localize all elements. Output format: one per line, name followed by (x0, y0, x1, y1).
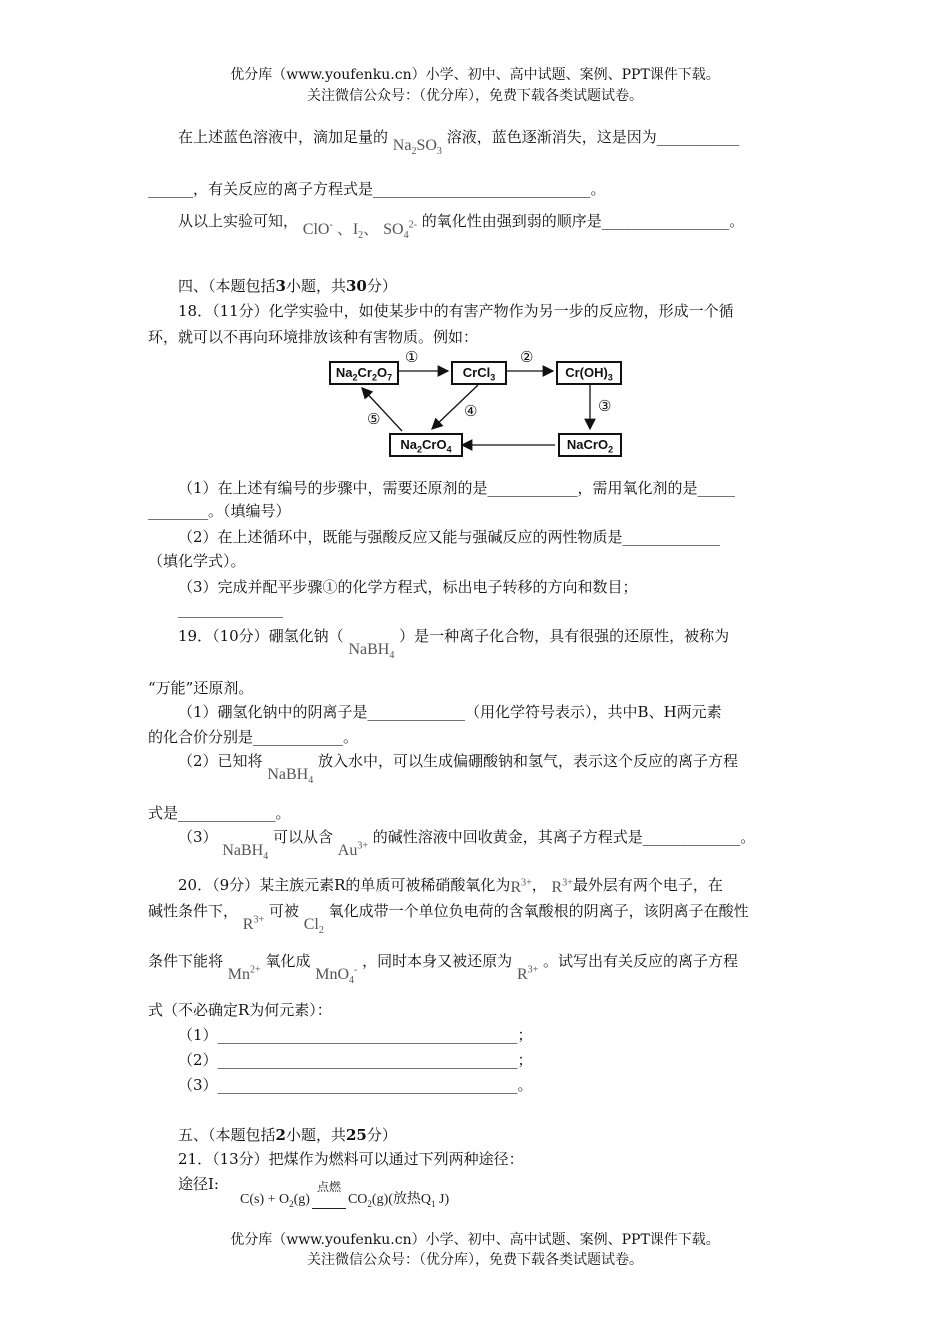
formula-mno4minus: MnO$_4$- (315, 964, 358, 987)
step-5-label: ⑤ (367, 410, 381, 428)
formula-nabh4: NaBH$_4$ (222, 842, 269, 863)
q19-text-2: “万能”还原剂。 (148, 679, 254, 697)
q18-part3: （3）完成并配平步骤①的化学方程式，标出电子转移的方向和数目； (178, 578, 638, 596)
header-line-2: 关注微信公众号：（优分库），免费下载各类试题试卷。 (307, 88, 643, 104)
q20-text-2: 碱性条件下， $R^{3+}$ 可被 $Cl_2$ 氧化成带一个单位负电荷的含氧酸根的阴离子，该阴离子在酸性 (148, 902, 749, 937)
q19-text-1: 19．（10分）硼氢化钠（ NaBH$_4$ ）是一种离子化合物，具有很强的还原性，被称为 (178, 627, 730, 662)
q19-part1-a: （1）硼氢化钠中的阴离子是_____________（用化学符号表示），共中B、H两元素 (178, 703, 722, 721)
box-cr-oh-3: $Cr(OH)_3$ (556, 361, 622, 385)
header-line-1: 优分库（www.youfenku.cn）小学、初中、高中试题、案例、PPT课件下载。 (230, 67, 720, 83)
q19-part2-b: 式是_____________。 (148, 804, 291, 822)
box-na2cro4: $Na_2CrO_4$ (389, 433, 463, 457)
step-4-label: ④ (464, 402, 478, 420)
q21-text: 21．（13分）把煤作为燃料可以通过下列两种途径： (178, 1150, 524, 1168)
para-oxidizing-order: 从以上实验可知， ClO- 、$I_2$、 $SO_4^{2-}$ 的氧化性由强到弱的顺序是_________________。 (178, 212, 745, 242)
footer-line-2: 关注微信公众号：（优分库），免费下载各类试题试卷。 (307, 1252, 643, 1268)
formula-mn2plus: $Mn^{2+}$ (227, 964, 261, 983)
box-crcl3: CrCl$_3$ (451, 361, 507, 385)
q18-part2-b: （填化学式）。 (148, 552, 246, 570)
section-5-title: 五、（本题包括2小题，共25分） (178, 1126, 397, 1144)
q20-text-4: 式（不必确定R为何元素）： (148, 1001, 332, 1019)
para-blue-solution: 在上述蓝色溶液中，滴加足量的 $Na_2SO_3$ 溶液，蓝色逐渐消失，这是因为___________ (178, 128, 740, 158)
formula-r3plus: $R^{3+}$ (551, 877, 573, 896)
formula-clo-i2-so4: ClO- 、$I_2$、 $SO_4^{2-}$ (302, 219, 417, 242)
q19-part3: （3） NaBH$_4$ 可以从含 $Au^{3+}$ 的碱性溶液中回收黄金，其离子方程式是_____________。 (178, 828, 756, 863)
route-1-equation: $C(s) + O_2(g)$ 点燃 $CO_2(g)$(放热$Q_1$ J) (240, 1180, 450, 1209)
footer-line-1: 优分库（www.youfenku.cn）小学、初中、高中试题、案例、PPT课件下载。 (230, 1232, 720, 1248)
q18-text-2: 环，就可以不再向环境排放该种有害物质。例如： (148, 328, 479, 346)
q20-text-1: 20．（9分）某主族元素R的单质可被稀硝酸氧化为$R^{3+}$， $R^{3+}$最外层有两个电子，在 (178, 876, 723, 896)
formula-r3plus: $R^{3+}$ (516, 964, 539, 983)
q20-text-3: 条件下能将 $Mn^{2+}$ 氧化成 MnO$_4$- ，同时本身又被还原为 $R^{3+}$ 。试写出有关反应的离子方程 (148, 952, 739, 987)
step-3-label: ③ (598, 397, 612, 415)
formula-r3plus: $R^{3+}$ (242, 914, 265, 933)
box-na2cr2o7: $Na_2Cr_2O_7$ (329, 361, 399, 385)
formula-au3plus: $Au^{3+}$ (337, 840, 368, 859)
formula-nabh4: NaBH$_4$ (267, 766, 314, 787)
para-ionic-equation: ______，有关反应的离子方程式是_____________________________。 (148, 180, 606, 198)
formula-nabh4: NaBH$_4$ (348, 641, 395, 662)
q18-part1-a: （1）在上述有编号的步骤中，需要还原剂的是____________，需用氧化剂的是_____ (178, 479, 736, 497)
q18-part1-b: ________。（填编号） (148, 502, 291, 520)
q20-answer-1: （1）________________________________________； (178, 1026, 533, 1044)
box-nacro2: NaCrO$_2$ (558, 433, 622, 457)
diagram-arrows (0, 0, 950, 470)
q18-part2-a: （2）在上述循环中，既能与强酸反应又能与强碱反应的两性物质是_____________ (178, 528, 721, 546)
formula-cl2: $Cl_2$ (303, 916, 324, 937)
formula-r3plus: $R^{3+}$ (510, 877, 532, 896)
q20-answer-2: （2）________________________________________； (178, 1051, 533, 1069)
q20-answer-3: （3）________________________________________。 (178, 1076, 533, 1094)
q18-text-1: 18．（11分）化学实验中，如使某步中的有害产物作为另一步的反应物，形成一个循 (178, 302, 734, 320)
q18-part3-blank: ______________ (178, 600, 283, 618)
step-2-label: ② (520, 348, 534, 366)
q19-part1-b: 的化合价分别是____________。 (148, 728, 359, 746)
q19-part2-a: （2）已知将 NaBH$_4$ 放入水中，可以生成偏硼酸钠和氢气，表示这个反应的离子方程 (178, 752, 739, 787)
section-4-title: 四、（本题包括3小题，共30分） (178, 277, 397, 295)
route-1-label: 途径I: (178, 1175, 219, 1193)
step-1-label: ① (405, 348, 419, 366)
formula-na2so3: $Na_2SO_3$ (392, 137, 442, 158)
